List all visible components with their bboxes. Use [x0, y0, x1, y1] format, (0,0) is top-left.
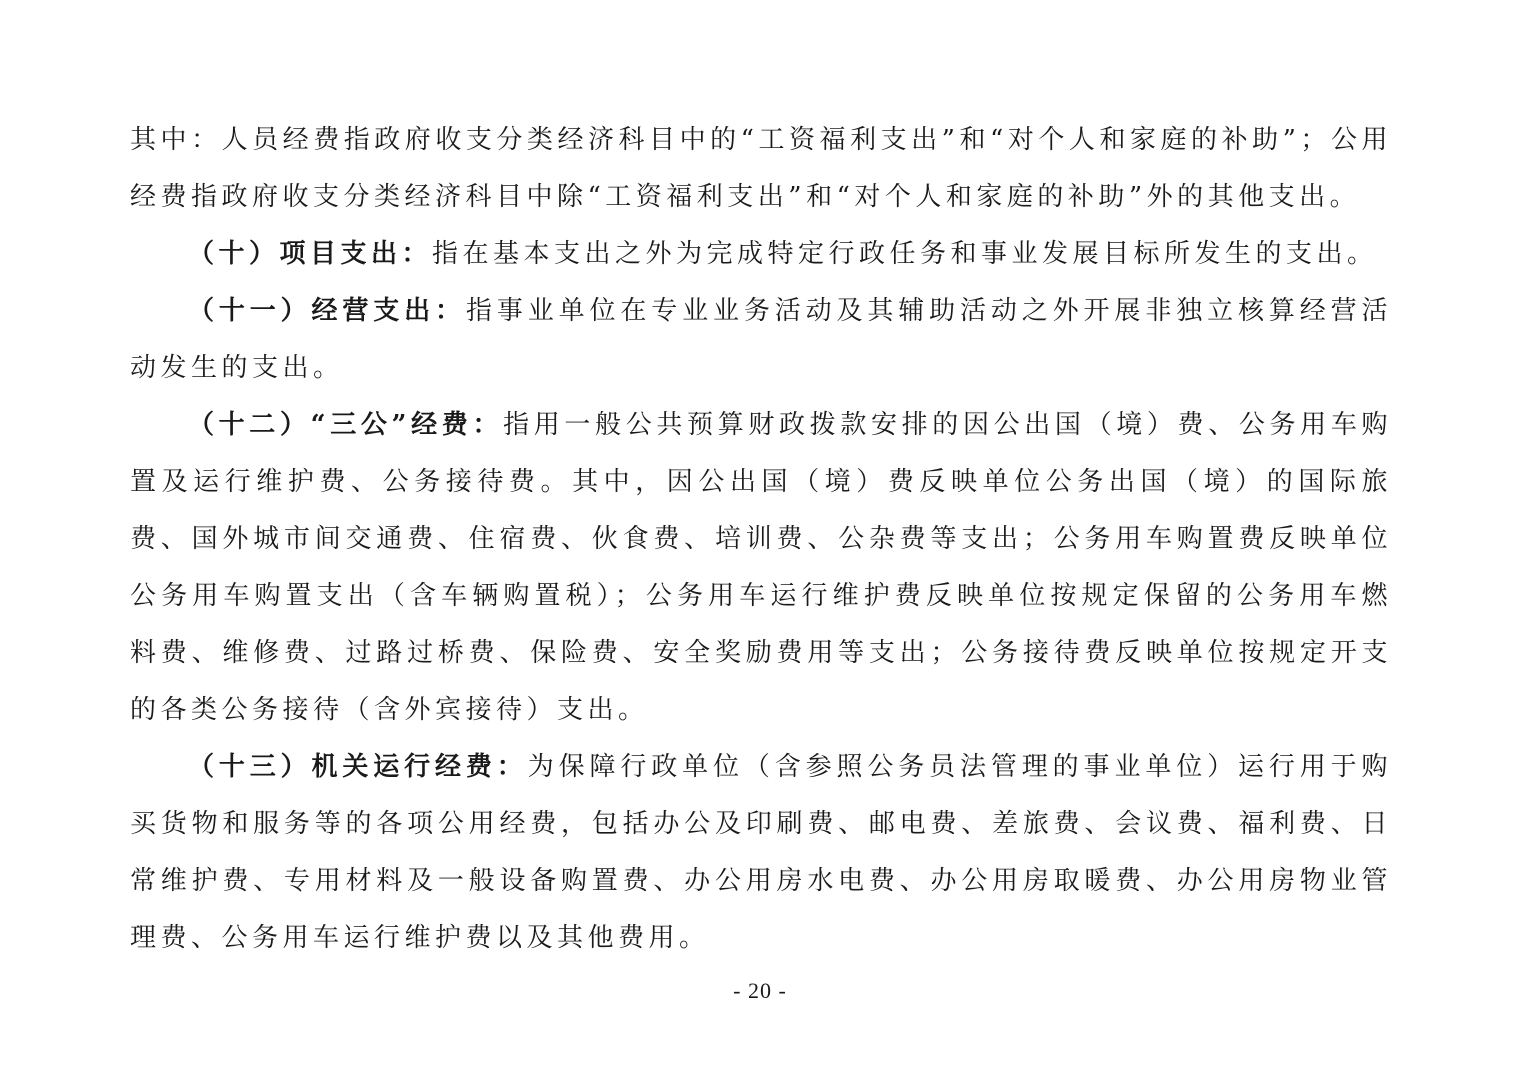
paragraph-operating-expenditure [130, 283, 1392, 397]
term-three-public-expenses: （十二）“三公”经费： [188, 410, 504, 440]
document-body [130, 112, 1392, 962]
term-operating-expenditure: （十一）经营支出： [188, 296, 466, 326]
term-project-expenditure: （十）项目支出： [188, 239, 433, 269]
paragraph-text: 指事业单位在专业业务活动及其辅助活动之外开展非独立核算经营活动发生的支出。 [130, 296, 1392, 383]
paragraph-text: 指在基本支出之外为完成特定行政任务和事业发展目标所发生的支出。 [432, 239, 1378, 269]
paragraph-project-expenditure [130, 226, 1392, 283]
paragraph-text: 指用一般公共预算财政拨款安排的因公出国（境）费、公务用车购置及运行维护费、公务接待费。其中，因公出国（境）费反映单位公务出国（境）的国际旅费、国外城市间交通费、住宿费、伙食费、培训费、公杂费等支出；公务用车购置费反映单位公务用车购置支出（含车辆购置税）；公务用车运行维护费反映单位按规定保留的公务用车燃料费、维修费、过路过桥费、保险费、安全奖励费用等支出；公务接待费反映单位按规定开支的各类公务接待（含外宾接待）支出。 [130, 410, 1392, 725]
paragraph-three-public-expenses [130, 397, 1392, 739]
paragraph-text: 其中：人员经费指政府收支分类经济科目中的“工资福利支出”和“对个人和家庭的补助”；公用经费指政府收支分类经济科目中除“工资福利支出”和“对个人和家庭的补助”外的其他支出。 [130, 125, 1392, 212]
paragraph-personnel-and-public-expenses [130, 112, 1392, 226]
paragraph-agency-operating-funds [130, 739, 1392, 967]
term-agency-operating-funds: （十三）机关运行经费： [188, 752, 528, 782]
page-number: - 20 - [733, 978, 787, 1003]
paragraph-text: 为保障行政单位（含参照公务员法管理的事业单位）运行用于购买货物和服务等的各项公用经费，包括办公及印刷费、邮电费、差旅费、会议费、福利费、日常维护费、专用材料及一般设备购置费、办公用房水电费、办公用房取暖费、办公用房物业管理费、公务用车运行维护费以及其他费用。 [130, 752, 1392, 953]
